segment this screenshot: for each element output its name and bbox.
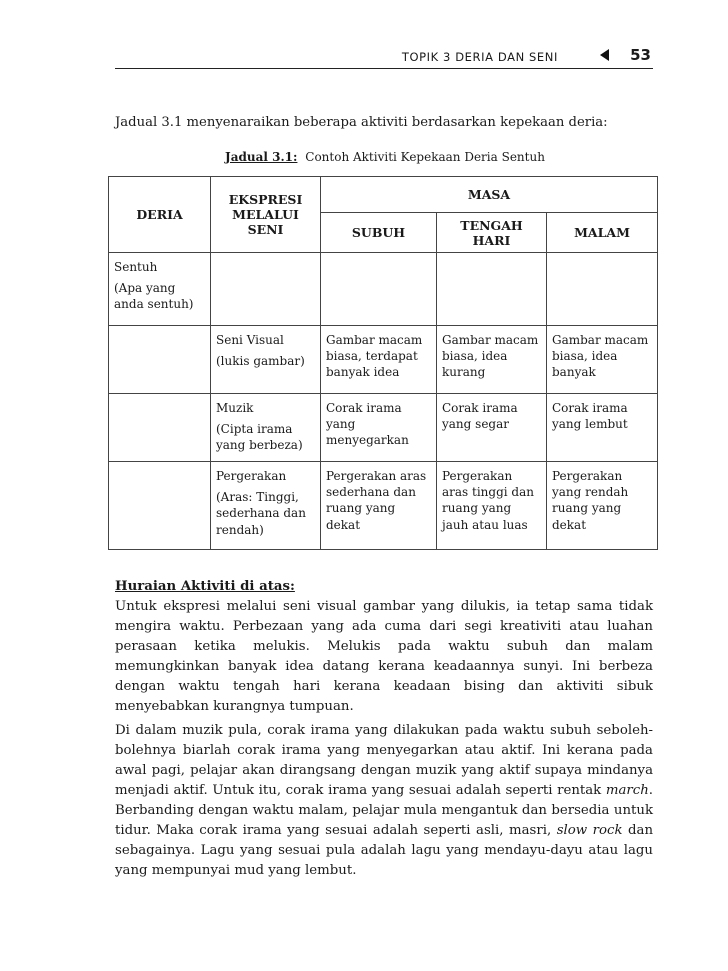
- ekspresi-label: Muzik: [216, 401, 254, 415]
- ekspresi-label: Pergerakan: [216, 469, 287, 483]
- header-malam: MALAM: [547, 213, 658, 253]
- table-caption: [115, 150, 655, 164]
- paragraph-part: Di dalam muzik pula, corak irama yang dilakukan pada waktu subuh seboleh-bolehnya biarlah corak irama yang menyegarkan atau aktif. Ini kerana pada awal pagi, pelajar akan dirangsang dengan muzik yang aktif supaya mindanya menjadi aktif. Untuk itu, corak irama yang sesuai adalah seperti rentak: [115, 723, 653, 798]
- subuh-cell: [321, 394, 437, 462]
- malam-cell: [547, 394, 658, 462]
- tengah-hari-text: Corak irama yang segar: [442, 401, 518, 432]
- table-row: [109, 394, 658, 462]
- ekspresi-cell: [211, 394, 321, 462]
- subuh-text: Corak irama yang menyegarkan: [326, 401, 409, 448]
- intro-text: Jadual 3.1 menyenaraikan beberapa aktiviti berdasarkan kepekaan deria:: [115, 115, 608, 130]
- ekspresi-cell: [211, 326, 321, 394]
- deria-sub: (Apa yang anda sentuh): [114, 281, 194, 312]
- ekspresi-cell: [211, 462, 321, 550]
- italic-term: march: [605, 783, 649, 798]
- deria-label: Sentuh: [114, 260, 158, 274]
- paragraph-part: . Berbanding dengan waktu malam, pelajar mula mengantuk dan bersedia untuk tidur. Maka corak irama yang sesuai adalah seperti asli, masri,: [115, 783, 653, 838]
- malam-text: Gambar macam biasa, idea banyak: [552, 333, 649, 380]
- page-header: [115, 46, 653, 69]
- ekspresi-label: Seni Visual: [216, 333, 284, 347]
- italic-term: slow rock: [556, 823, 623, 838]
- ekspresi-sub: (Cipta irama yang berbeza): [216, 422, 303, 453]
- section-body: Untuk ekspresi melalui seni visual gambar yang dilukis, ia tetap sama tidak mengira waktu. Perbezaan yang ada cuma dari segi kreativiti atau luahan perasaan ketika melukis. Melukis pada waktu subuh dan malam memungkinkan banyak idea datang kerana keadaannya sunyi. Ini berbeza dengan waktu tengah hari kerana keadaan bising dan aktiviti sibuk menyebabkan kurangnya tumpuan.: [115, 599, 653, 714]
- subuh-cell: [321, 326, 437, 394]
- arrow-left-icon: [600, 49, 609, 61]
- paragraph-part: dan sebagainya. Lagu yang sesuai pula adalah lagu yang mendayu-dayu atau lagu yang mempunyai mud yang lembut.: [115, 823, 654, 878]
- table-row: [109, 462, 658, 550]
- table-row: [109, 253, 658, 326]
- subuh-text: Pergerakan aras sederhana dan ruang yang dekat: [326, 469, 427, 532]
- tengah-hari-cell: [437, 326, 547, 394]
- subuh-cell: [321, 462, 437, 550]
- subuh-text: Gambar macam biasa, terdapat banyak idea: [326, 333, 423, 380]
- table-row: [109, 326, 658, 394]
- ekspresi-sub: (Aras: Tinggi, sederhana dan rendah): [216, 490, 306, 537]
- header-subuh: SUBUH: [321, 213, 437, 253]
- malam-text: Corak irama yang lembut: [552, 401, 628, 432]
- tengah-hari-cell: [437, 462, 547, 550]
- malam-text: Pergerakan yang rendah ruang yang dekat: [552, 469, 629, 532]
- header-deria: DERIA: [109, 177, 211, 253]
- page-number: 53: [630, 46, 651, 64]
- tengah-hari-cell: [437, 394, 547, 462]
- malam-cell: [547, 326, 658, 394]
- activity-table: [108, 176, 658, 550]
- caption-text: Contoh Aktiviti Kepekaan Deria Sentuh: [305, 150, 545, 164]
- header-ekspresi: EKSPRESI MELALUI SENI: [211, 177, 321, 253]
- deria-cell: [109, 253, 211, 326]
- caption-label: Jadual 3.1:: [225, 150, 298, 164]
- header-masa: MASA: [321, 177, 658, 213]
- malam-cell: [547, 462, 658, 550]
- tengah-hari-text: Gambar macam biasa, idea kurang: [442, 333, 539, 380]
- header-tengah-hari: TENGAH HARI: [437, 213, 547, 253]
- description-section: [115, 577, 653, 717]
- music-paragraph: [115, 721, 653, 881]
- topic-title: TOPIK 3 DERIA DAN SENI: [401, 50, 558, 64]
- section-title: Huraian Aktiviti di atas:: [115, 579, 295, 594]
- tengah-hari-text: Pergerakan aras tinggi dan ruang yang jauh atau luas: [442, 469, 534, 532]
- ekspresi-sub: (lukis gambar): [216, 354, 305, 369]
